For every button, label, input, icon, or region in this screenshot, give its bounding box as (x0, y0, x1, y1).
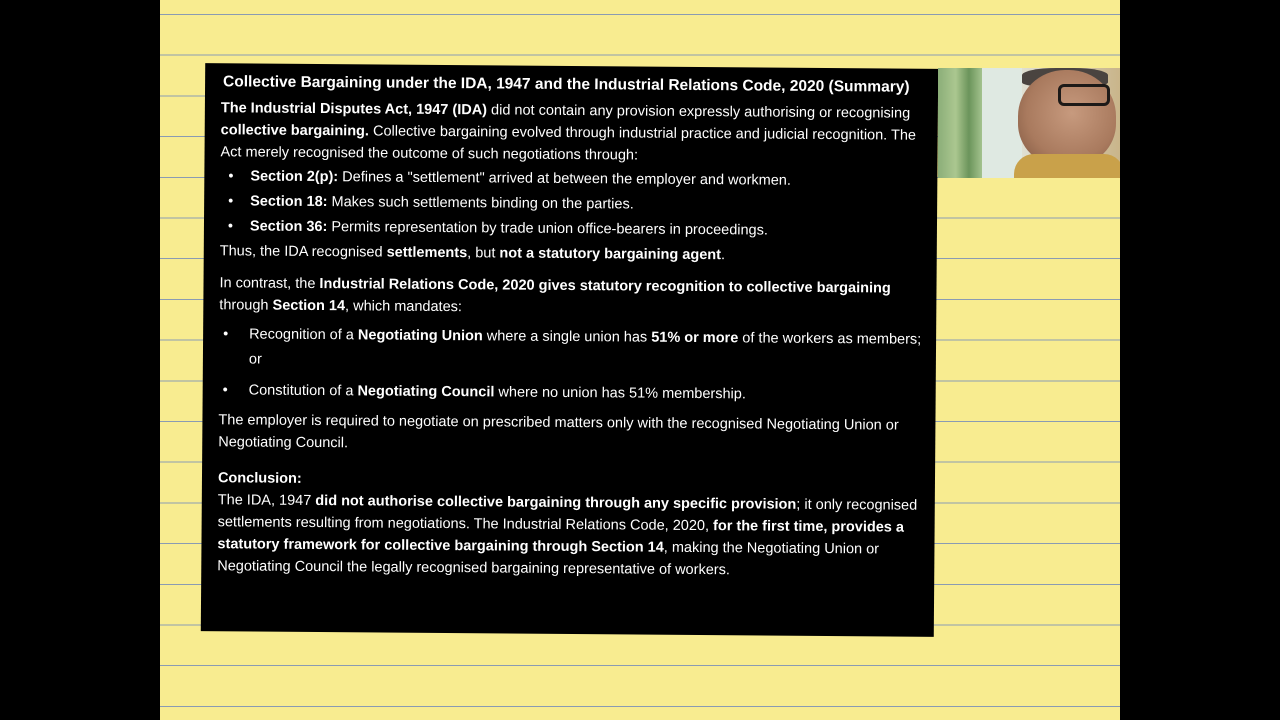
intro-bold-1: The Industrial Disputes Act, 1947 (IDA) (220, 100, 488, 119)
intro-bold-2: collective bargaining. (220, 122, 370, 140)
section-text: Defines a "settlement" arrived at between the employer and workmen. (338, 169, 791, 189)
contrast-text-3: through (219, 297, 273, 314)
list-item (215, 378, 922, 409)
union-bold-2: 51% or more (651, 329, 739, 347)
conclusion-text-3: , making the Negotiating Union or Negotiating Council the legally recognised bargaining representative of workers. (217, 539, 880, 579)
bullet-icon: • (228, 168, 234, 185)
conclusion-heading: Conclusion: (217, 470, 302, 487)
contrast-text-1: In contrast, the (219, 275, 320, 293)
union-bold-1: Negotiating Council (357, 383, 495, 401)
section-label: Section 18: (250, 193, 328, 211)
union-text-2: where a single union has (482, 328, 652, 346)
bullet-icon: • (223, 326, 229, 343)
thus-text-2: , but (467, 245, 500, 262)
section-text: Makes such settlements binding on the parties. (327, 194, 634, 213)
contrast-bold-1: Industrial Relations Code, 2020 (319, 276, 535, 294)
contrast-paragraph (219, 272, 922, 322)
contrast-text-4: , which mandates: (345, 298, 463, 316)
conclusion-bold-2: for the first time, provides a statutory framework for collective bargaining through Section 14 (217, 518, 905, 556)
union-text-1: Constitution of a (248, 382, 358, 400)
conclusion-text-1: The IDA, 1947 (217, 492, 316, 510)
list-item (216, 190, 923, 218)
bullet-icon: • (228, 193, 234, 210)
slide-title: Collective Bargaining under the IDA, 1947 and the Industrial Relations Code, 2020 (Summary) (223, 73, 910, 96)
union-text-1: Recognition of a (249, 326, 358, 344)
section-label: Section 36: (249, 218, 328, 236)
intro-text-2: Collective bargaining evolved through industrial practice and judicial recognition. The Act merely recognised the outcome of such negotiations through: (220, 123, 917, 164)
thus-text-3: . (720, 247, 726, 264)
contrast-bold-2: gives statutory recognition to collective bargaining (538, 277, 891, 297)
union-recognition-list (215, 322, 923, 409)
list-item (215, 322, 922, 378)
wall (982, 68, 1022, 178)
conclusion-bold-1: did not authorise collective bargaining through any specific provision (315, 493, 797, 513)
thus-bold-1: settlements (386, 244, 468, 262)
union-bold-1: Negotiating Union (357, 327, 483, 345)
curtain (938, 68, 982, 178)
glasses-icon (1058, 84, 1110, 106)
list-item (216, 215, 923, 243)
section-text: Permits representation by trade union office-bearers in proceedings. (327, 219, 768, 239)
thus-text-1: Thus, the IDA recognised (219, 243, 387, 261)
conclusion-text-2: ; it only recognised settlements resulting from negotiations. The Industrial Relations Code, 2020, (217, 496, 918, 535)
summary-slide (201, 63, 938, 637)
intro-text-1: did not contain any provision expressly authorising or recognising (486, 102, 911, 122)
bullet-icon: • (227, 218, 234, 235)
contrast-bold-3: Section 14 (272, 297, 346, 315)
conclusion-paragraph (217, 489, 921, 583)
ida-sections-list (216, 165, 924, 243)
union-text-2: where no union has 51% membership. (494, 384, 746, 403)
section-label: Section 2(p): (250, 168, 339, 186)
thus-bold-2: not a statutory bargaining agent (499, 245, 722, 264)
presenter-shirt (1014, 154, 1120, 178)
intro-paragraph (220, 97, 923, 169)
list-item (216, 165, 923, 193)
presenter-webcam-icon (938, 68, 1120, 178)
bullet-icon: • (222, 382, 228, 399)
union-text-3: of the workers as members; or (248, 330, 922, 368)
employer-paragraph: The employer is required to negotiate on prescribed matters only with the recognised Negotiating Union or Negotiating Council. (218, 412, 899, 452)
